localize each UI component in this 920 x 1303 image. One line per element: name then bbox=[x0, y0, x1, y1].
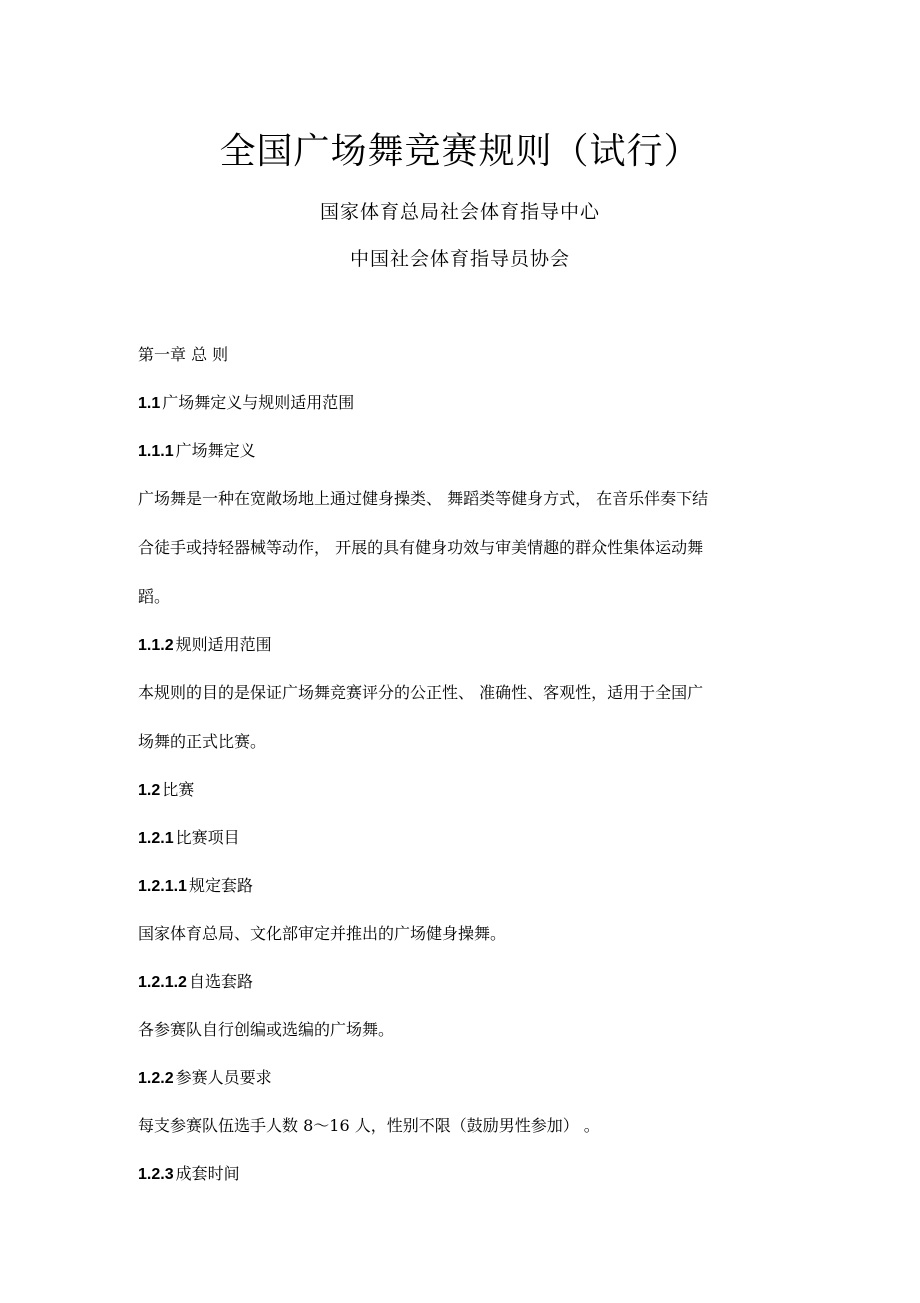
paragraph-compulsory-routine: 国家体育总局、文化部审定并推出的广场健身操舞。 bbox=[138, 924, 507, 943]
section-number: 1.1.1 bbox=[138, 443, 174, 460]
section-number: 1.2.1.2 bbox=[138, 974, 187, 991]
section-heading-1-1-1 bbox=[138, 436, 788, 466]
chapter-heading: 第一章 总 则 bbox=[138, 345, 229, 364]
section-label: 规则适用范围 bbox=[175, 635, 272, 654]
section-label: 比赛 bbox=[162, 780, 195, 799]
section-heading-1-2-1-2 bbox=[138, 967, 788, 997]
section-heading-1-2-3 bbox=[138, 1159, 788, 1189]
section-number: 1.1 bbox=[138, 395, 161, 412]
section-heading-1-2 bbox=[138, 775, 788, 805]
section-number: 1.2.1 bbox=[138, 830, 174, 847]
paragraph-optional-routine: 各参赛队自行创编或选编的广场舞。 bbox=[138, 1020, 395, 1039]
section-label: 成套时间 bbox=[175, 1164, 240, 1183]
section-number: 1.2.1.1 bbox=[138, 878, 187, 895]
section-heading-1-1-2 bbox=[138, 630, 788, 660]
section-label: 广场舞定义 bbox=[175, 441, 256, 460]
section-heading-1-2-2 bbox=[138, 1063, 788, 1093]
section-label: 自选套路 bbox=[188, 972, 253, 991]
section-number: 1.2.3 bbox=[138, 1166, 174, 1183]
section-number: 1.2.2 bbox=[138, 1070, 174, 1087]
section-heading-1-2-1-1 bbox=[138, 871, 788, 901]
paragraph-participant-requirements: 每支参赛队伍选手人数 8～16 人，性别不限（鼓励男性参加） 。 bbox=[138, 1116, 600, 1135]
section-heading-1-1 bbox=[138, 388, 788, 418]
document-body bbox=[138, 340, 788, 1189]
paragraph-line: 蹈。 bbox=[138, 587, 171, 606]
section-heading-1-2-1 bbox=[138, 823, 788, 853]
section-label: 参赛人员要求 bbox=[175, 1068, 272, 1087]
paragraph-line: 广场舞是一种在宽敞场地上通过健身操类、 舞蹈类等健身方式， 在音乐伴奏下结 bbox=[138, 489, 709, 508]
issuer-line-1: 国家体育总局社会体育指导中心 bbox=[319, 201, 600, 223]
section-label: 规定套路 bbox=[188, 876, 253, 895]
paragraph-line: 合徒手或持轻器械等动作， 开展的具有健身功效与审美情趣的群众性集体运动舞 bbox=[138, 538, 704, 557]
paragraph-line: 本规则的目的是保证广场舞竞赛评分的公正性、 准确性、客观性，适用于全国广 bbox=[138, 683, 704, 702]
section-label: 比赛项目 bbox=[175, 828, 240, 847]
issuer-line-2: 中国社会体育指导员协会 bbox=[349, 248, 570, 270]
paragraph-scope bbox=[138, 678, 788, 757]
section-number: 1.1.2 bbox=[138, 637, 174, 654]
section-number: 1.2 bbox=[138, 782, 161, 799]
section-label: 广场舞定义与规则适用范围 bbox=[162, 393, 355, 412]
paragraph-definition bbox=[138, 484, 788, 612]
paragraph-line: 场舞的正式比赛。 bbox=[138, 732, 267, 751]
document-title: 全国广场舞竞赛规则（试行） bbox=[219, 131, 701, 172]
